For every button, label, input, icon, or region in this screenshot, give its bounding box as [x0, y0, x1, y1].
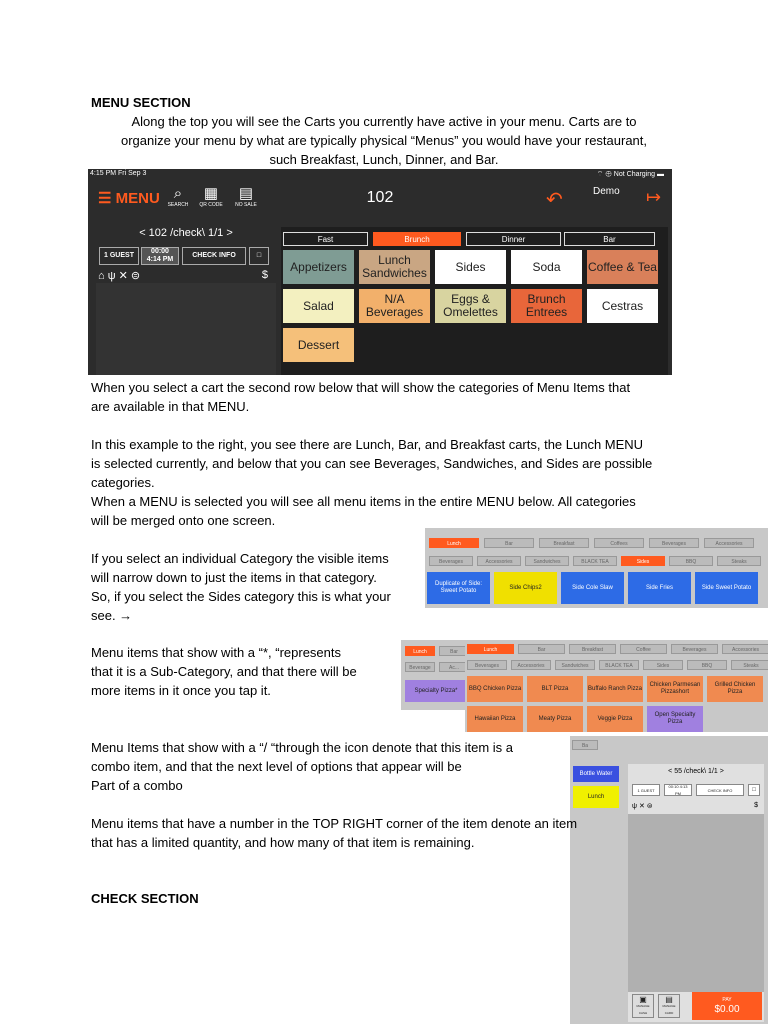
item-tile[interactable]: Open Specialty Pizza: [647, 706, 703, 732]
cart-tab[interactable]: Lunch: [405, 646, 435, 656]
item-tile[interactable]: Hawaiian Pizza: [467, 706, 523, 732]
category-tile[interactable]: Lunch Sandwiches: [359, 250, 430, 284]
combo-item-tile[interactable]: Lunch: [573, 786, 619, 808]
category-tab[interactable]: Accessories: [477, 556, 521, 566]
cart-tab-active[interactable]: Brunch: [373, 232, 461, 246]
cash-icon: ▣: [639, 994, 647, 1004]
cart-tab[interactable]: Fast: [283, 232, 368, 246]
category-tab[interactable]: Ac...: [439, 662, 469, 672]
text-line: If you select an individual Category the visible items: [91, 551, 389, 566]
item-tile[interactable]: Side Cole Slaw: [561, 572, 624, 604]
text-line: see. →: [91, 608, 133, 623]
status-time: 4:15 PM Fri Sep 3: [90, 170, 147, 177]
text-line: that it is a Sub-Category, and that there will be: [91, 664, 357, 679]
text-line: When you select a cart the second row below that will show the categories of Menu Items that: [91, 380, 631, 395]
text-line: that has a limited quantity, and how many of that item is remaining.: [91, 835, 475, 850]
cart-tab[interactable]: Lunch: [429, 538, 479, 548]
close-icon[interactable]: ✕: [638, 803, 645, 810]
text-line: more items in it once you tap it.: [91, 683, 271, 698]
no-sale-button[interactable]: [231, 185, 261, 209]
category-tab[interactable]: Sides: [621, 556, 665, 566]
text-line: organize your menu by what are typically physical “Menus” you would have your restaurant,: [120, 133, 648, 148]
note-icon[interactable]: □: [249, 247, 269, 265]
cart-tab[interactable]: Breakfast: [539, 538, 589, 548]
burger-icon[interactable]: ⊜: [646, 803, 653, 810]
paragraph-combo: [91, 738, 513, 795]
cart-tab[interactable]: Bar: [564, 232, 655, 246]
manage-cash-button[interactable]: [632, 994, 654, 1018]
text-line: Menu items that show with a “*, “represents: [91, 645, 341, 660]
category-tab[interactable]: BBQ: [669, 556, 713, 566]
paragraph-category: [91, 549, 391, 625]
item-tile[interactable]: Meaty Pizza: [527, 706, 583, 732]
text-line: When a MENU is selected you will see all menu items in the entire MENU below. All categories: [91, 494, 636, 509]
item-tile[interactable]: Side Sweet Potato: [695, 572, 758, 604]
category-tile[interactable]: Eggs & Omelettes: [435, 289, 506, 323]
text-line: categories.: [91, 475, 155, 490]
check-items-area: [96, 283, 276, 375]
check-icons-row: [96, 269, 276, 281]
check-nav[interactable]: < 55 /check\ 1/1 >: [668, 768, 724, 775]
category-tab[interactable]: Sandwiches: [525, 556, 569, 566]
category-tab[interactable]: Beverages: [467, 660, 507, 670]
category-tile[interactable]: N/A Beverages: [359, 289, 430, 323]
category-tile[interactable]: Cestras: [587, 289, 658, 323]
status-bar: [88, 169, 672, 181]
sides-category-screenshot: [425, 528, 768, 608]
check-nav[interactable]: < 102 /check\ 1/1 >: [139, 227, 233, 239]
item-tile[interactable]: Veggie Pizza: [587, 706, 643, 732]
seat-icon[interactable]: ⌂: [98, 270, 105, 282]
paragraph-cart-select: [91, 378, 630, 416]
text-line: Menu items that have a number in the TOP RIGHT corner of the item denote an item: [91, 816, 578, 831]
manage-card-label: MANAGE CARD: [662, 1003, 676, 1015]
menu-button[interactable]: ☰ MENU: [98, 190, 160, 207]
item-tile[interactable]: Side Chips2: [494, 572, 557, 604]
text-line: will be merged onto one screen.: [91, 513, 276, 528]
no-sale-label: NO SALE: [235, 202, 257, 208]
top-bar: [88, 181, 672, 223]
cart-tab[interactable]: Accessories: [722, 644, 768, 654]
category-tab[interactable]: Steaks: [717, 556, 761, 566]
paragraph-limited-quantity: [91, 814, 577, 852]
close-icon[interactable]: ✕: [118, 270, 128, 282]
text-line: Part of a combo: [91, 778, 183, 793]
menu-pane: [281, 227, 668, 375]
register-icon: ▤: [238, 185, 254, 202]
manage-card-button[interactable]: [658, 994, 680, 1018]
item-tile[interactable]: Chicken Parmesan Pizzashort: [647, 676, 703, 702]
category-tab[interactable]: Steaks: [731, 660, 768, 670]
text-line: combo item, and that the next level of options that appear will be: [91, 759, 462, 774]
check-panel: [628, 764, 764, 1022]
category-tab[interactable]: Sides: [643, 660, 683, 670]
category-tab[interactable]: BLACK TEA: [573, 556, 617, 566]
timer: [141, 247, 179, 265]
pay-button[interactable]: [692, 992, 762, 1020]
order-number: 102: [366, 189, 394, 206]
user-label: Demo: [593, 186, 620, 197]
item-tile[interactable]: Buffalo Ranch Pizza: [587, 676, 643, 702]
logout-icon[interactable]: ↦: [646, 187, 662, 207]
item-tile[interactable]: Side Fries: [628, 572, 691, 604]
category-tile[interactable]: Soda: [511, 250, 582, 284]
paragraph-subcategory: [91, 643, 357, 700]
item-tile[interactable]: Grilled Chicken Pizza: [707, 676, 763, 702]
cart-tab[interactable]: Beverages: [649, 538, 699, 548]
subcategory-back-screenshot: [401, 640, 471, 710]
search-button[interactable]: [163, 185, 193, 209]
cart-tab[interactable]: Bar: [439, 646, 469, 656]
category-tab[interactable]: Beverages: [429, 556, 473, 566]
check-icons-row: [632, 802, 653, 810]
pay-label: PAY: [722, 996, 732, 1003]
cart-tab[interactable]: Coffees: [594, 538, 644, 548]
category-tab[interactable]: Beverage: [405, 662, 435, 672]
category-tab[interactable]: BLACK TEA: [599, 660, 639, 670]
heading-menu-section: MENU SECTION: [91, 95, 191, 110]
check-pane: [96, 227, 276, 375]
combo-check-screenshot: [570, 736, 768, 1024]
text-line: such Breakfast, Lunch, Dinner, and Bar.: [269, 152, 499, 167]
category-tile[interactable]: Coffee & Tea: [587, 250, 658, 284]
category-tile[interactable]: Brunch Entrees: [511, 289, 582, 323]
cart-tab[interactable]: Coffee: [620, 644, 667, 654]
pos-app-screenshot: [88, 169, 672, 375]
heading-check-section: CHECK SECTION: [91, 891, 199, 906]
pay-total: $0.00: [714, 1003, 740, 1015]
category-tile[interactable]: Dessert: [283, 328, 354, 362]
utensils-icon[interactable]: ψ: [632, 803, 637, 810]
note-icon[interactable]: □: [748, 784, 760, 796]
category-tab[interactable]: Accessories: [511, 660, 551, 670]
cart-tab[interactable]: Accessories: [704, 538, 754, 548]
text-line: So, if you select the Sides category this is what your: [91, 589, 391, 604]
category-tile[interactable]: Sides: [435, 250, 506, 284]
cart-tab[interactable]: Dinner: [466, 232, 561, 246]
battery-status: ⌔ ⊕ Not Charging ▬: [596, 171, 664, 178]
category-tile[interactable]: Appetizers: [283, 250, 354, 284]
cart-tab[interactable]: Ba: [572, 740, 598, 750]
paragraph-example: [91, 435, 652, 530]
text-line: Menu Items that show with a “/ “through the icon denote that this item is a: [91, 740, 513, 755]
timer: 00:10 4:13 PM: [664, 784, 692, 796]
qr-code-button[interactable]: [196, 185, 226, 209]
check-total: $: [261, 269, 268, 281]
burger-icon[interactable]: ⊜: [130, 270, 141, 282]
qr-code-icon: ▦: [203, 185, 219, 202]
back-arrow-icon[interactable]: ↶: [546, 189, 563, 211]
text-line: is selected currently, and below that you can see Beverages, Sandwiches, and Sides are possible: [91, 456, 653, 471]
category-tile[interactable]: Salad: [283, 289, 354, 323]
intro-paragraph: [88, 112, 680, 169]
check-info-button[interactable]: CHECK INFO: [182, 247, 246, 265]
combo-item-tile[interactable]: Bottle Water: [573, 766, 619, 782]
category-tab[interactable]: BBQ: [687, 660, 727, 670]
item-tile[interactable]: Duplicate of Side: Sweet Potato: [427, 572, 490, 604]
check-total: $: [754, 802, 758, 809]
timer-elapsed: 00:00: [151, 248, 169, 255]
item-tile[interactable]: BLT Pizza: [527, 676, 583, 702]
cart-tab[interactable]: Beverages: [671, 644, 718, 654]
text-line: are available in that MENU.: [91, 399, 250, 414]
card-icon: ▤: [665, 994, 673, 1004]
timer-clock: 4:14 PM: [146, 256, 174, 263]
search-label: SEARCH: [167, 202, 189, 208]
manage-cash-label: MANAGE CASH: [636, 1003, 650, 1015]
subcategory-tile[interactable]: Specialty Pizza*: [405, 680, 467, 702]
text-line: Along the top you will see the Carts you currently have active in your menu. Carts are to: [131, 114, 637, 129]
pizza-subcategory-screenshot: [465, 640, 768, 732]
guest-button[interactable]: 1 GUEST: [99, 247, 139, 265]
check-info-button[interactable]: CHECK INFO: [696, 784, 744, 796]
text-line: will narrow down to just the items in that category.: [91, 570, 377, 585]
cart-tab[interactable]: Bar: [518, 644, 565, 654]
guest-button[interactable]: 1 GUEST: [632, 784, 660, 796]
search-icon: ⌕: [173, 185, 183, 202]
cart-tab[interactable]: Lunch: [467, 644, 514, 654]
check-items-area: [628, 814, 764, 992]
qr-code-label: QR CODE: [199, 202, 223, 208]
cart-tab[interactable]: Bar: [484, 538, 534, 548]
category-tab[interactable]: Sandwiches: [555, 660, 595, 670]
utensils-icon[interactable]: ψ: [107, 270, 116, 282]
item-tile[interactable]: BBQ Chicken Pizza: [467, 676, 523, 702]
text-line: In this example to the right, you see there are Lunch, Bar, and Breakfast carts, the Lunch MENU: [91, 437, 644, 452]
cart-tab[interactable]: Breakfast: [569, 644, 616, 654]
